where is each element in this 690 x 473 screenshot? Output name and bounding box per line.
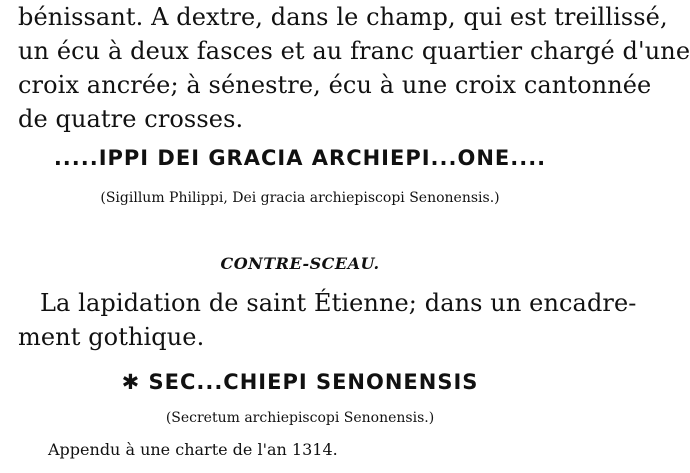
counter-seal-legend-translation: (Secretum archiepiscopi Senonensis.) xyxy=(165,410,435,426)
counter-seal-description-line-2: ment gothique. xyxy=(18,323,205,351)
counter-seal-legend: ✱ SEC...CHIEPI SENONENSIS xyxy=(121,370,479,394)
counter-seal-heading: CONTRE-SCEAU. xyxy=(220,254,380,273)
seal-legend: .....IPPI DEI GRACIA ARCHIEPI...ONE.... xyxy=(53,146,547,170)
attachment-note: Appendu à une charte de l'an 1314. xyxy=(48,440,338,459)
seal-legend-translation: (Sigillum Philippi, Dei gracia archiepiscopi Senonensis.) xyxy=(100,190,500,206)
seal-description-line-3: croix ancrée; à sénestre, écu à une croix cantonnée xyxy=(18,71,652,99)
seal-description-line-4: de quatre crosses. xyxy=(18,105,244,133)
seal-description-line-1: bénissant. A dextre, dans le champ, qui est treillissé, xyxy=(18,3,668,31)
seal-description-line-2: un écu à deux fasces et au franc quartier chargé d'une xyxy=(18,37,690,65)
counter-seal-description-line-1: La lapidation de saint Étienne; dans un encadre- xyxy=(40,289,637,317)
